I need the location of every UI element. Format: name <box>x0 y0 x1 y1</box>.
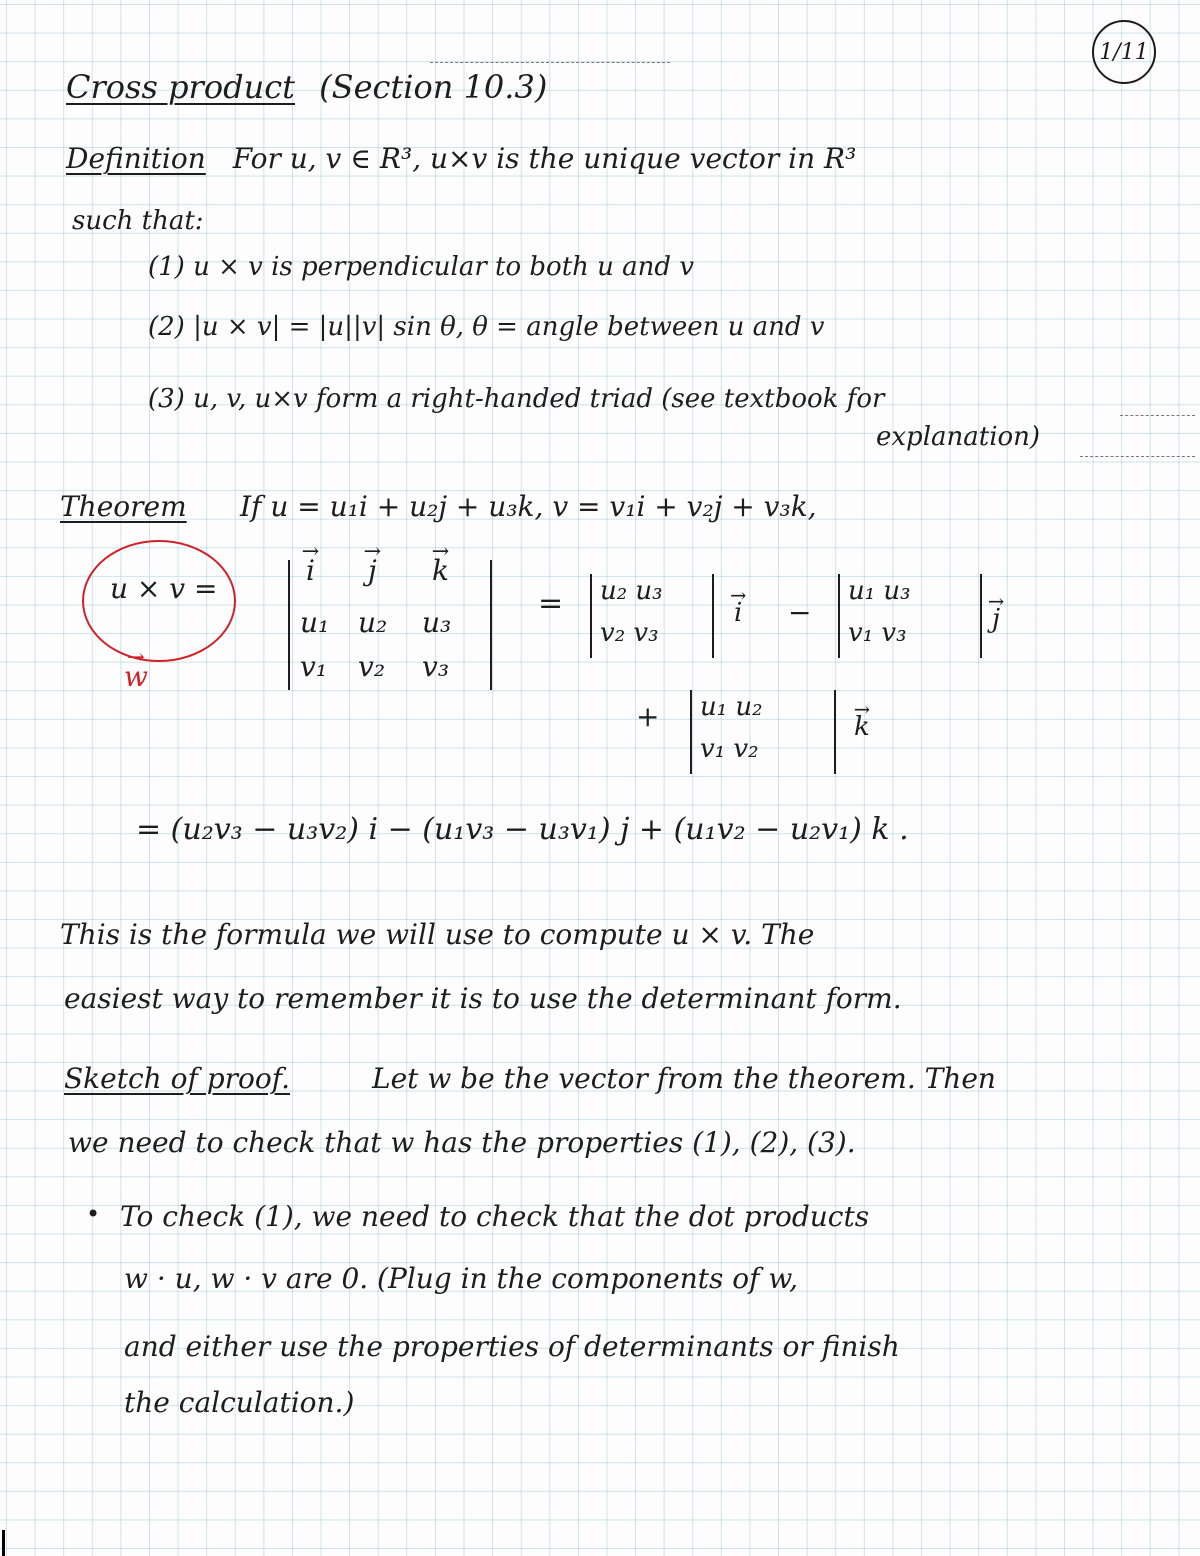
determinant <box>296 554 486 694</box>
definition-item-2: (2) |u × v| = |u||v| sin θ, θ = angle between u and v <box>148 312 825 342</box>
definition-item-1: (1) u × v is perpendicular to both u and v <box>148 252 695 282</box>
det-i: → i <box>306 554 315 587</box>
expansion-formula: = (u₂v₃ − u₃v₂) i − (u₁v₃ − u₃v₁) j + (u₁v₂ − u₂v₁) k . <box>136 812 909 847</box>
w-vector-label: → w <box>124 660 148 693</box>
minor-i-bar-left <box>590 574 592 658</box>
det-bar-left <box>288 560 290 690</box>
definition-item-3-cont: explanation) <box>876 422 1041 452</box>
minor-j-bottom: v₁ v₃ <box>848 618 907 648</box>
title-text: Cross product <box>66 68 295 106</box>
det-u1: u₁ <box>300 606 330 639</box>
proof-bullet-line-1: To check (1), we need to check that the dot products <box>120 1200 870 1233</box>
minor-i-bar-right <box>712 574 714 658</box>
det-u3: u₃ <box>422 606 452 639</box>
definition-line <box>66 142 856 175</box>
minor-i-top: u₂ u₃ <box>600 576 663 606</box>
minor-k-bar-left <box>690 690 692 774</box>
det-v1: v₁ <box>300 650 328 683</box>
det-k: → k <box>432 554 449 587</box>
bullet-icon: • <box>86 1200 101 1228</box>
det-v2: v₂ <box>358 650 386 683</box>
theorem-lhs: u × v = <box>110 572 218 605</box>
minor-k-top: u₁ u₂ <box>700 692 763 722</box>
proof-bullet-line-3: and either use the properties of determinants or finish <box>124 1330 900 1363</box>
minor-k-bottom: v₁ v₂ <box>700 734 759 764</box>
proof-bullet-line-4: the calculation.) <box>124 1386 355 1419</box>
scan-line <box>1080 456 1195 457</box>
definition-such-that: such that: <box>72 206 204 236</box>
definition-label: Definition <box>66 142 206 175</box>
minor-j-bar-left <box>838 574 840 658</box>
proof-bullet-line-2: w · u, w · v are 0. (Plug in the components of w, <box>124 1262 798 1295</box>
minor-j-unit <box>992 604 1000 634</box>
formula-note-line-1: This is the formula we will use to compute u × v. The <box>60 918 815 951</box>
theorem-label: Theorem <box>60 490 187 523</box>
i-vector: → i <box>734 598 742 628</box>
scan-line <box>430 62 670 63</box>
j-vector: → j <box>992 604 1000 634</box>
proof-label: Sketch of proof. <box>64 1062 290 1095</box>
theorem-statement: If u = u₁i + u₂j + u₃k, v = v₁i + v₂j + v₃k, <box>240 490 817 523</box>
minor-i-unit <box>734 598 742 628</box>
proof-line-1: Let w be the vector from the theorem. Then <box>372 1062 996 1095</box>
plus-sign: + <box>636 700 660 733</box>
det-bar-right <box>490 560 492 690</box>
minor-k-unit <box>854 712 870 742</box>
page-number: 1/11 <box>1092 20 1156 84</box>
minor-i-bottom: v₂ v₃ <box>600 618 659 648</box>
definition-item-3: (3) u, v, u×v form a right-handed triad (see textbook for <box>148 384 885 414</box>
scan-edge-mark <box>2 1530 5 1556</box>
scan-line <box>1120 415 1195 416</box>
det-v3: v₃ <box>422 650 450 683</box>
det-j: → j <box>368 554 377 587</box>
k-vector: → k <box>854 712 870 742</box>
section-reference: (Section 10.3) <box>319 68 548 106</box>
minor-j-bar-right <box>980 574 982 658</box>
proof-line-2: we need to check that w has the properties (1), (2), (3). <box>68 1126 856 1159</box>
equals-sign: = <box>538 586 564 621</box>
formula-note-line-2: easiest way to remember it is to use the determinant form. <box>64 982 902 1015</box>
minor-k-bar-right <box>834 690 836 774</box>
minus-sign: − <box>788 596 812 629</box>
det-u2: u₂ <box>358 606 388 639</box>
minor-j-top: u₁ u₃ <box>848 576 911 606</box>
w-label <box>124 660 148 693</box>
definition-intro: For u, v ∈ R³, u×v is the unique vector in R³ <box>232 142 857 175</box>
page-title <box>66 68 547 106</box>
